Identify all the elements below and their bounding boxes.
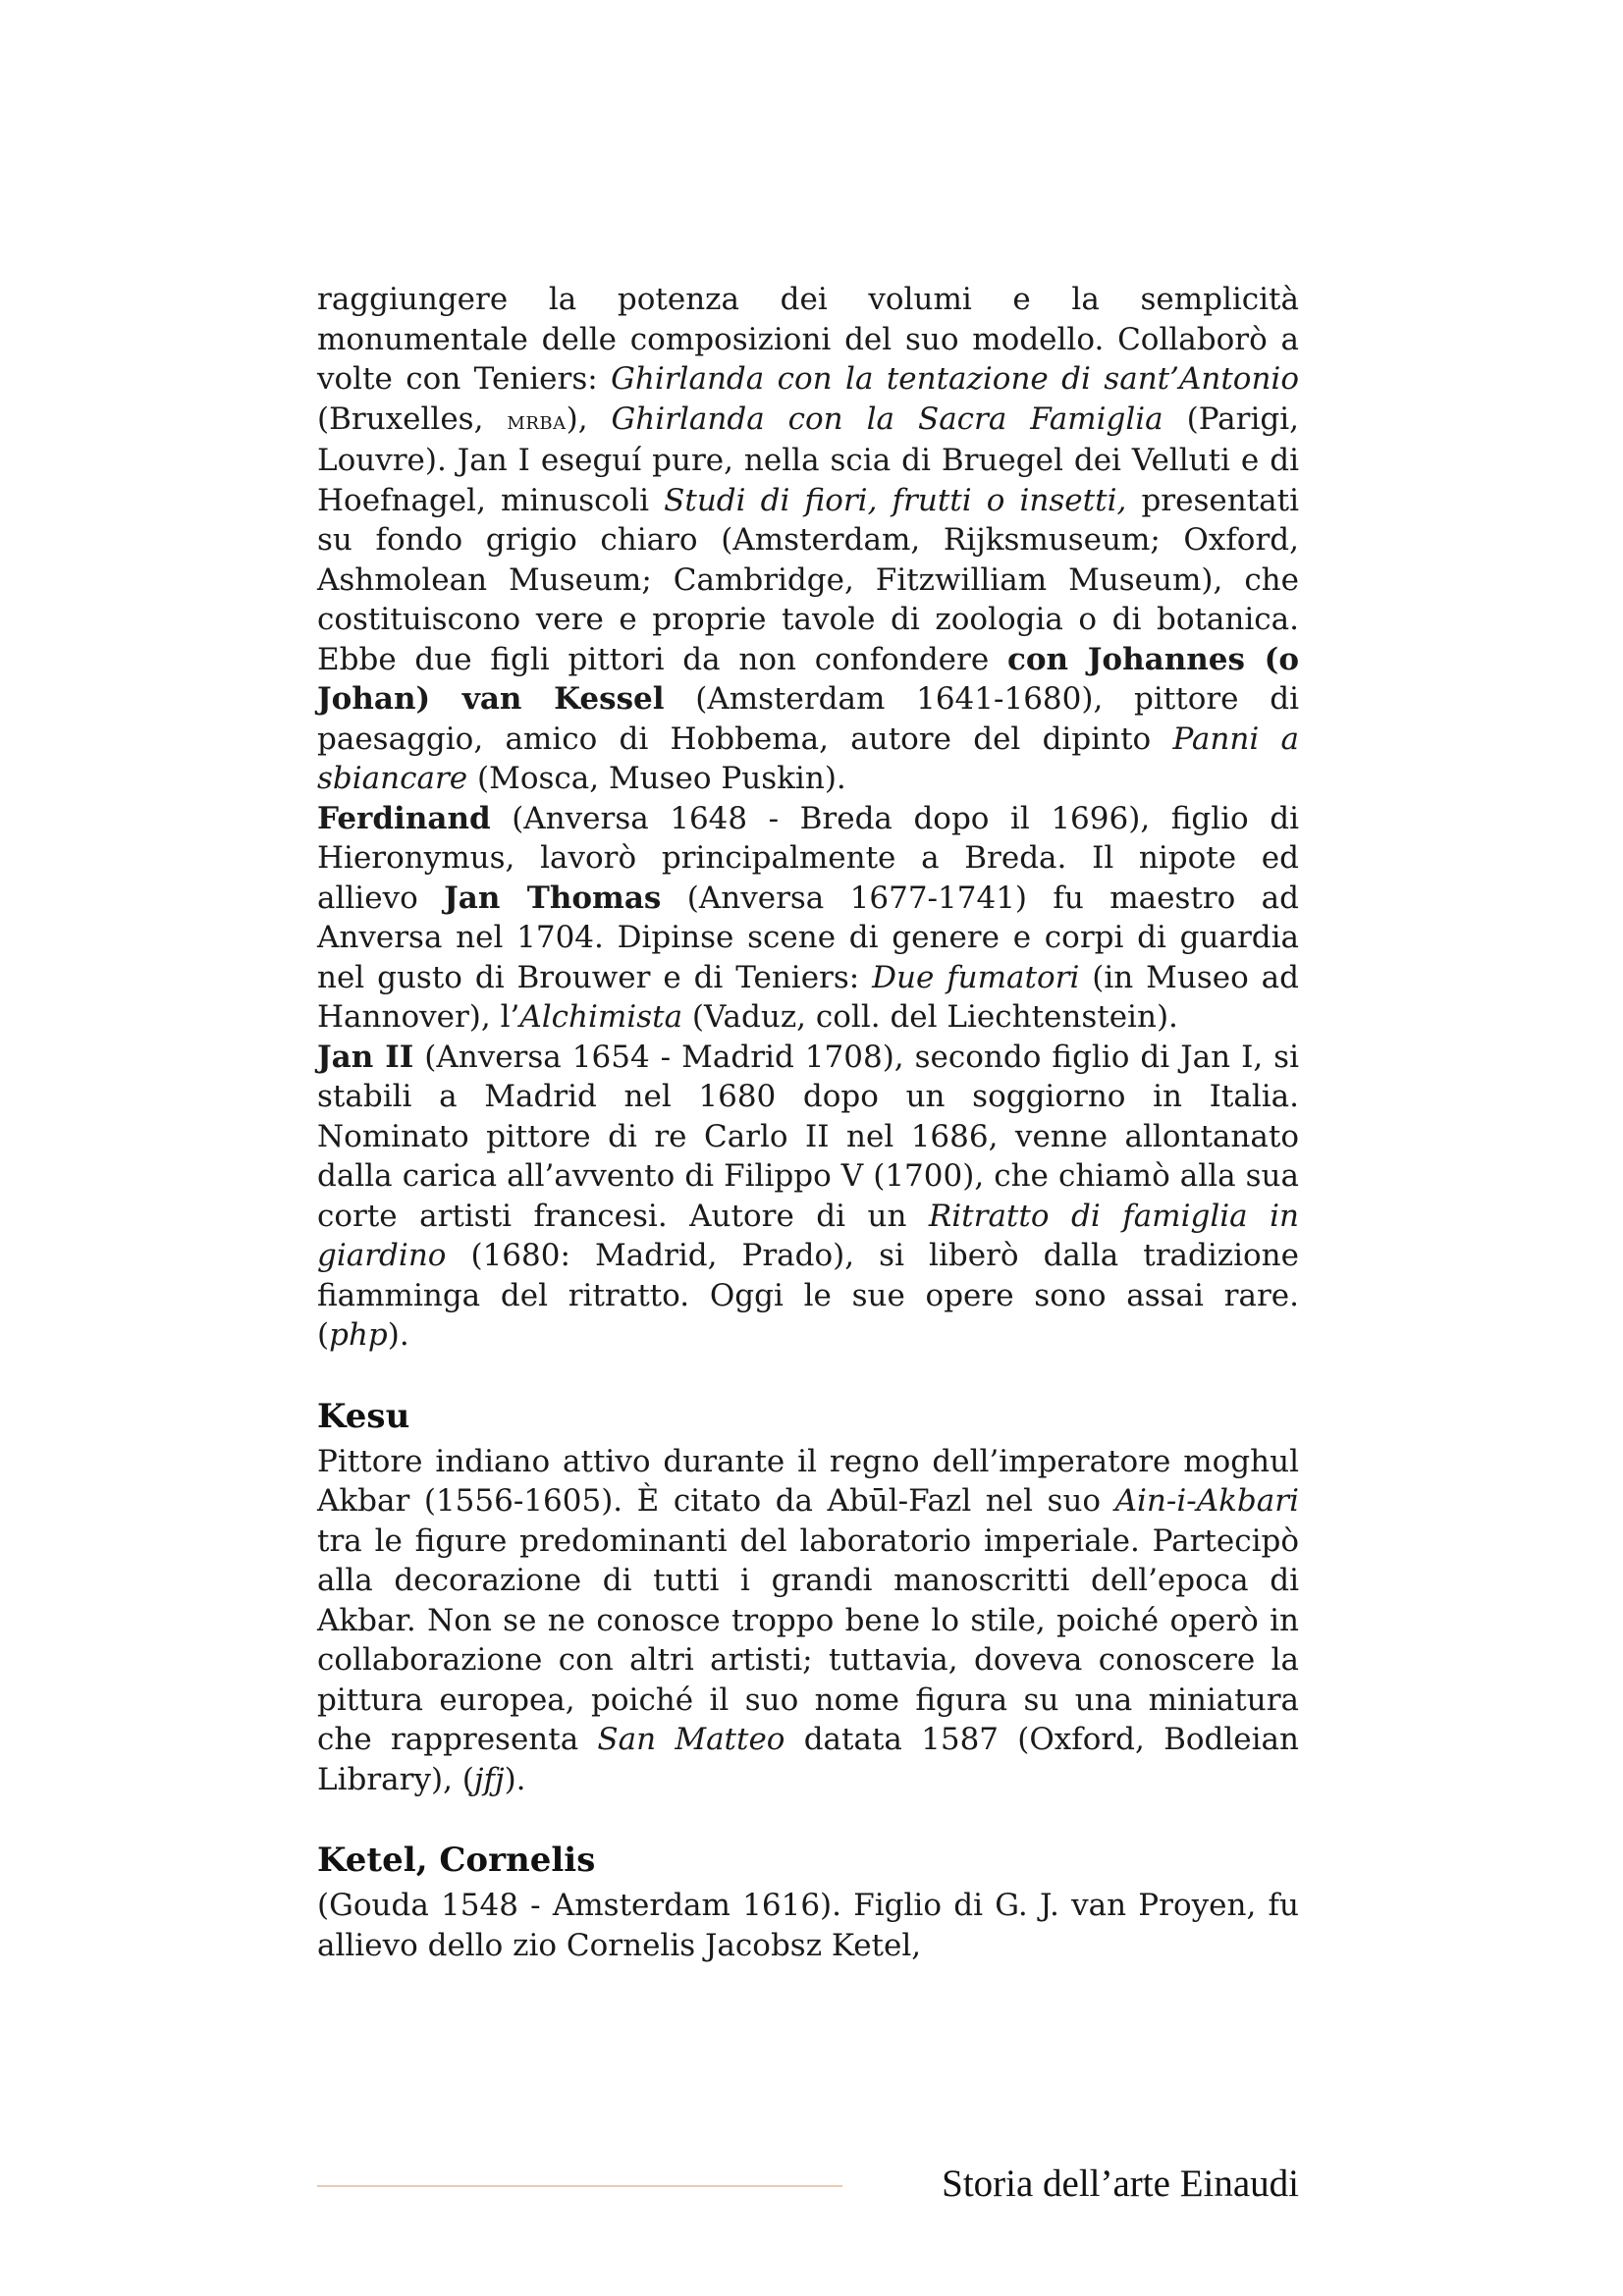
artist-name: Jan II [317, 1039, 414, 1075]
author-initials: php [329, 1317, 388, 1353]
body-text: (Vaduz, coll. del Liechtenstein). [682, 999, 1178, 1035]
artwork-title: San Matteo [597, 1722, 785, 1757]
footer-publication-title: Storia dell’arte Einaudi [942, 2163, 1299, 2205]
body-text: ). [387, 1317, 409, 1353]
footer-divider [317, 2185, 842, 2187]
artist-name: Jan Thomas [444, 880, 662, 916]
artwork-title: Ritratto di famiglia in giardino [317, 1198, 1300, 1273]
body-text: ), [566, 400, 612, 437]
artist-name: Ferdinand [317, 800, 491, 836]
body-text: datata 1587 (Oxford, Bodleian Library), ( [317, 1722, 1300, 1797]
body-text: (Mosca, Museo Puskin). [467, 761, 846, 796]
entry-heading-ketel: Ketel, Cornelis [317, 1841, 596, 1880]
body-text: (Anversa 1648 - Breda dopo il 1696), figlio di Hieronymus, lavorò principalmente a Breda. Il nipote ed allievo [317, 800, 1299, 916]
body-text: raggiungere la potenza dei volumi e la semplicità monumentale delle composizioni del suo modello. Collaborò a volte con Teniers: [317, 282, 1299, 397]
body-text: (Parigi, Louvre). Jan I eseguí pure, nella scia di Bruegel dei Velluti e di Hoefnagel, minuscoli [317, 400, 1300, 518]
ferdinand-paragraph [317, 799, 1299, 1038]
artist-name: con Johannes (o Johan) van Kessel [317, 641, 1299, 717]
body-text: (Anversa 1677-1741) fu maestro ad Anversa nel 1704. Dipinse scene di genere e corpi di guardia nel gusto di Brouwer e di Teniers: [317, 880, 1300, 995]
van-kessel-continuation-paragraph [317, 280, 1299, 799]
kesu-paragraph [317, 1442, 1299, 1800]
artwork-title: Studi di fiori, frutti o insetti, [664, 482, 1127, 518]
body-text: Pittore indiano attivo durante il regno dell’imperatore moghul Akbar (1556-1605). È citato da Abūl-Fazl nel suo [317, 1443, 1299, 1519]
body-text: tra le figure predominanti del laboratorio imperiale. Partecipò alla decorazione di tutti i grandi manoscritti dell’epoca di Akbar. Non se ne conosce troppo bene lo stile, poiché operò in collaborazione con altri artisti; tuttavia, doveva conoscere la pittura europea, poiché il suo nome figura su una miniatura che rappresenta [317, 1522, 1299, 1757]
body-text: (Anversa 1654 - Madrid 1708), secondo figlio di Jan I, si stabili a Madrid nel 1680 dopo un soggiorno in Italia. Nominato pittore di re Carlo II nel 1686, venne allontanato dalla carica all’avvento di Filippo V (1700), che chiamò alla sua corte artisti francesi. Autore di un [317, 1039, 1299, 1234]
artwork-title: Panni a sbiancare [317, 721, 1299, 796]
text-column [317, 280, 1299, 1965]
body-text: presentati su fondo grigio chiaro (Amsterdam, Rijksmuseum; Oxford, Ashmolean Museum; Cambridge, Fitzwilliam Museum), che costituiscono vere e proprie tavole di zoologia o di botanica. Ebbe due figli pittori da non confondere [317, 482, 1299, 677]
body-text: (in Museo ad Hannover), l’ [317, 959, 1299, 1035]
body-text: (1680: Madrid, Prado), si liberò dalla tradizione fiamminga del ritratto. Oggi le sue opere sono assai rare. ( [317, 1238, 1299, 1353]
body-text: (Gouda 1548 - Amsterdam 1616). Figlio di G. J. van Proyen, fu allievo dello zio Cornelis Jacobsz Ketel, [317, 1888, 1299, 1963]
artwork-title: Ghirlanda con la tentazione di sant’Antonio [611, 361, 1299, 397]
ketel-paragraph [317, 1886, 1299, 1965]
museum-abbreviation: mrba [507, 405, 567, 436]
body-text: ). [504, 1761, 526, 1797]
artwork-title: Ghirlanda con la Sacra Famiglia [611, 400, 1163, 437]
entry-heading-kesu: Kesu [317, 1396, 410, 1436]
body-text: (Amsterdam 1641-1680), pittore di paesaggio, amico di Hobbema, autore del dipinto [317, 681, 1300, 757]
work-title: Ain-i-Akbari [1114, 1483, 1299, 1519]
artwork-title: Alchimista [519, 999, 683, 1035]
body-text: (Bruxelles, [317, 400, 508, 437]
author-initials: jfj [473, 1761, 505, 1797]
jan-ii-paragraph [317, 1038, 1299, 1356]
artwork-title: Due fumatori [872, 959, 1080, 995]
